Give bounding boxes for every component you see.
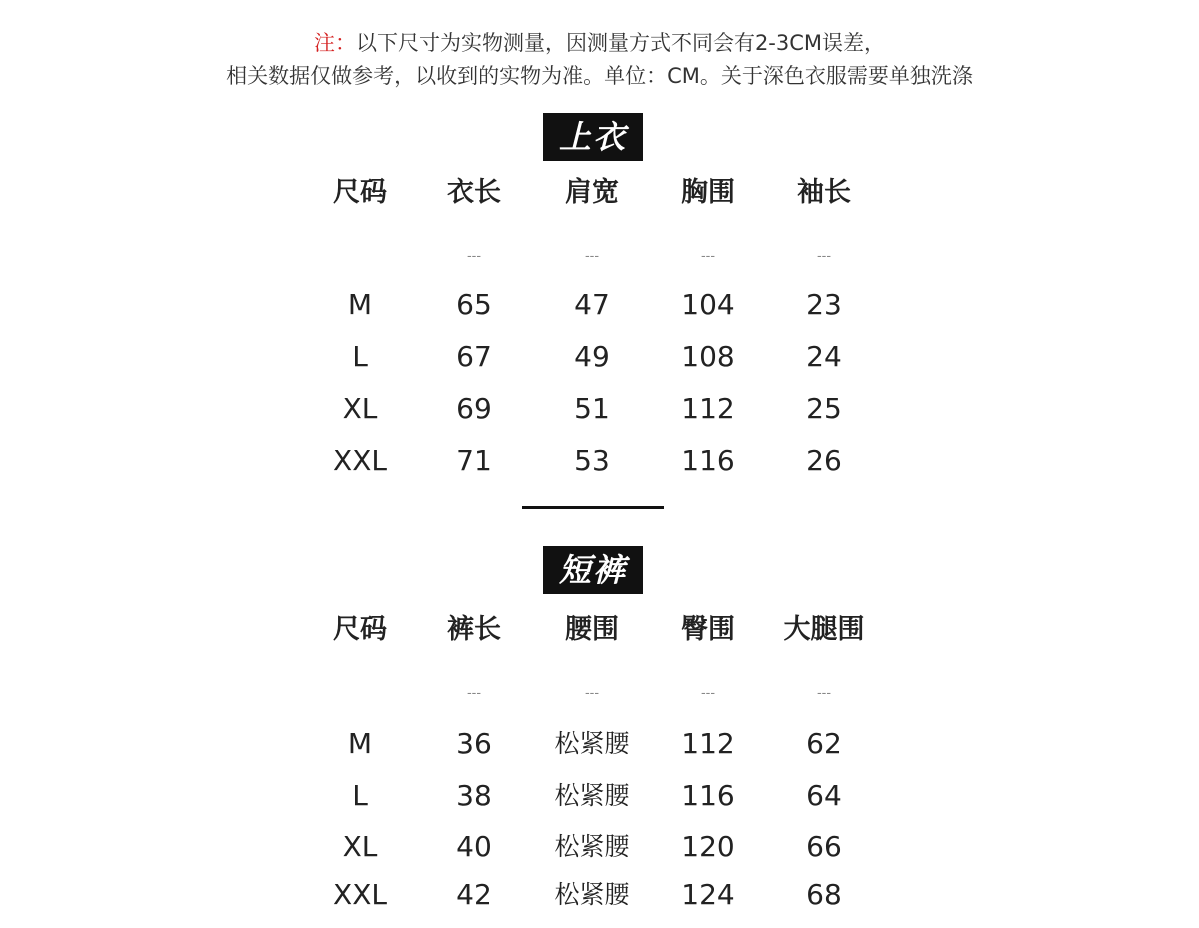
value-cell: 25 [806,392,842,425]
value-cell: 108 [681,340,735,373]
value-cell: 66 [806,830,842,863]
value-cell: 23 [806,288,842,321]
value-cell: 51 [574,392,610,425]
dash-separator: --- [466,686,482,701]
table-row [300,389,900,429]
value-cell: 38 [456,779,492,812]
top-header-shoulder: 肩宽 [565,177,619,208]
size-note-line-1 [0,28,1199,58]
value-cell: 36 [456,727,492,760]
note-prefix: 注： [313,31,356,55]
value-cell: 松紧腰 [554,832,630,861]
bottom-header-waist: 腰围 [565,614,619,645]
value-cell: 53 [574,444,610,477]
value-cell: 67 [456,340,492,373]
bottom-header-length: 裤长 [447,614,501,645]
top-section-title: 上衣 [543,113,643,161]
value-cell: 42 [456,878,492,911]
value-cell: 116 [681,779,735,812]
top-header-row [300,173,900,213]
value-cell: 68 [806,878,842,911]
value-cell: 104 [681,288,735,321]
size-cell: M [347,727,373,760]
bottom-header-size: 尺码 [333,614,387,645]
value-cell: 24 [806,340,842,373]
table-row [300,441,900,481]
top-header-size: 尺码 [333,177,387,208]
value-cell: 松紧腰 [554,880,630,909]
dash-separator: --- [584,249,600,264]
bottom-section-title: 短裤 [543,546,643,594]
value-cell: 松紧腰 [554,729,630,758]
table-row [300,337,900,377]
value-cell: 112 [681,392,735,425]
top-header-sleeve: 袖长 [797,177,851,208]
note-line-1-text: 以下尺寸为实物测量，因测量方式不同会有2-3CM误差， [355,31,886,55]
top-size-table [300,173,900,503]
bottom-header-hip: 臀围 [681,614,735,645]
top-dash-row [300,237,900,277]
value-cell: 62 [806,727,842,760]
value-cell: 124 [681,878,735,911]
table-row [300,776,900,816]
dash-separator: --- [700,686,716,701]
top-header-length: 衣长 [447,177,501,208]
table-row [300,285,900,325]
dash-separator: --- [700,249,716,264]
bottom-size-table [300,610,900,920]
table-row [300,724,900,764]
dash-separator: --- [816,686,832,701]
value-cell: 40 [456,830,492,863]
value-cell: 71 [456,444,492,477]
value-cell: 112 [681,727,735,760]
value-cell: 26 [806,444,842,477]
size-cell: L [352,779,368,812]
size-cell: XXL [333,444,387,477]
size-cell: XXL [333,878,387,911]
size-cell: L [352,340,368,373]
size-cell: XL [342,830,378,863]
top-header-chest: 胸围 [681,177,735,208]
value-cell: 松紧腰 [554,781,630,810]
bottom-dash-row [300,674,900,714]
value-cell: 65 [456,288,492,321]
bottom-header-thigh: 大腿围 [783,614,865,645]
size-note-line-2: 相关数据仅做参考，以收到的实物为准。单位：CM。关于深色衣服需要单独洗涤 [226,64,973,88]
value-cell: 69 [456,392,492,425]
table-row [300,827,900,867]
table-row [300,875,900,915]
dash-separator: --- [584,686,600,701]
dash-separator: --- [816,249,832,264]
value-cell: 64 [806,779,842,812]
value-cell: 47 [574,288,610,321]
dash-separator: --- [466,249,482,264]
value-cell: 49 [574,340,610,373]
size-cell: XL [342,392,378,425]
size-cell: M [347,288,373,321]
section-divider [522,506,664,509]
value-cell: 120 [681,830,735,863]
bottom-header-row [300,610,900,650]
value-cell: 116 [681,444,735,477]
